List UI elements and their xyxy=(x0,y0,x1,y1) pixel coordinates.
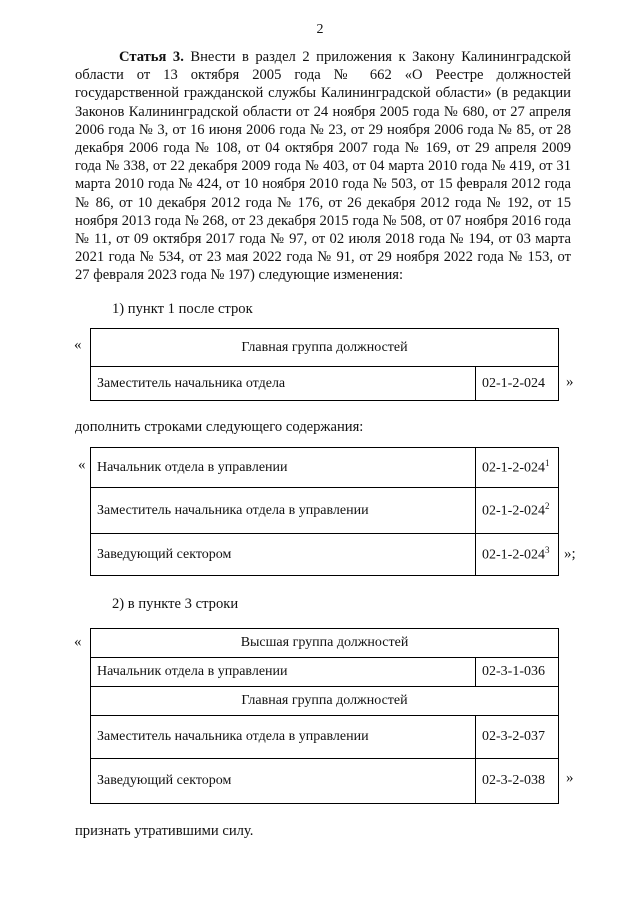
table-row xyxy=(91,488,559,534)
item-2-text: 2) в пункте 3 строки xyxy=(112,596,239,612)
table-2 xyxy=(90,447,559,576)
table-2-row-2-title: Заместитель начальника отдела в управлении xyxy=(91,488,476,534)
table-row xyxy=(91,716,559,759)
supplement-text: дополнить строками следующего содержания: xyxy=(75,419,364,435)
table-2-row-3-code: $02-1-2-024^3$ xyxy=(476,534,559,576)
table-2-row-1-title: Начальник отдела в управлении xyxy=(91,448,476,488)
table-2-row-1-code: $02-1-2-024^1$ xyxy=(476,448,559,488)
table-3 xyxy=(90,628,559,804)
table-3-row-1-title: Начальник отдела в управлении xyxy=(91,658,476,687)
close-quote: » xyxy=(566,374,574,390)
table-1-header: Главная группа должностей xyxy=(91,329,559,367)
article-label: Статья 3. xyxy=(119,49,184,65)
table-3-row-2-title: Заместитель начальника отдела в управлении xyxy=(91,716,476,759)
open-quote: « xyxy=(78,457,86,473)
article-paragraph xyxy=(75,48,571,285)
table-3-header-2: Главная группа должностей xyxy=(91,687,559,716)
table-row xyxy=(91,448,559,488)
table-3-row-1-code: 02-3-1-036 xyxy=(476,658,559,687)
table-1-row-title: Заместитель начальника отдела xyxy=(91,367,476,401)
table-2-row-2-code: $02-1-2-024^2$ xyxy=(476,488,559,534)
open-quote: « xyxy=(74,337,82,353)
close-quote: » xyxy=(566,770,574,786)
table-3-header-1: Высшая группа должностей xyxy=(91,629,559,658)
table-row xyxy=(91,534,559,576)
item-1-text: 1) пункт 1 после строк xyxy=(112,301,253,317)
table-row xyxy=(91,759,559,804)
conclusion-text: признать утратившими силу. xyxy=(75,823,254,839)
page-number: 2 xyxy=(316,22,324,37)
table-3-row-2-code: 02-3-2-037 xyxy=(476,716,559,759)
article-text: Внести в раздел 2 приложения к Закону Калининградской области от 13 октября 2005 года № 662 «О Реестре должностей государственной гражданской службы Калининградской области» (в редакции Законов Калининградской области от 24 ноября 2005 года № 680, от 27 апреля 2006 года № 3, от 16 июня 2006 года № 23, от 29 ноября 2006 года № 85, от 28 декабря 2006 года № 108, от 04 октября 2007 года № 169, от 29 апреля 2009 года № 338, от 22 декабря 2009 года № 403, от 04 марта 2010 года № 419, от 31 марта 2010 года № 424, от 10 ноября 2010 года № 503, от 15 февраля 2012 года № 86, от 10 декабря 2012 года № 176, от 26 декабря 2012 года № 192, от 15 ноября 2013 года № 268, от 23 декабря 2015 года № 508, от 07 ноября 2016 года № 11, от 09 октября 2017 года № 97, от 02 июля 2018 года № 194, от 03 марта 2021 года № 534, от 23 мая 2022 года № 91, от 29 ноября 2022 года № 153, от 27 февраля 2023 года № 197) следующие изменения: xyxy=(75,49,571,284)
table-2-row-3-title: Заведующий сектором xyxy=(91,534,476,576)
close-quote-semicolon: »; xyxy=(564,546,576,562)
table-1 xyxy=(90,328,559,401)
table-3-row-3-title: Заведующий сектором xyxy=(91,759,476,804)
open-quote: « xyxy=(74,634,82,650)
table-1-row-code: 02-1-2-024 xyxy=(476,367,559,401)
table-3-row-3-code: 02-3-2-038 xyxy=(476,759,559,804)
table-row xyxy=(91,658,559,687)
